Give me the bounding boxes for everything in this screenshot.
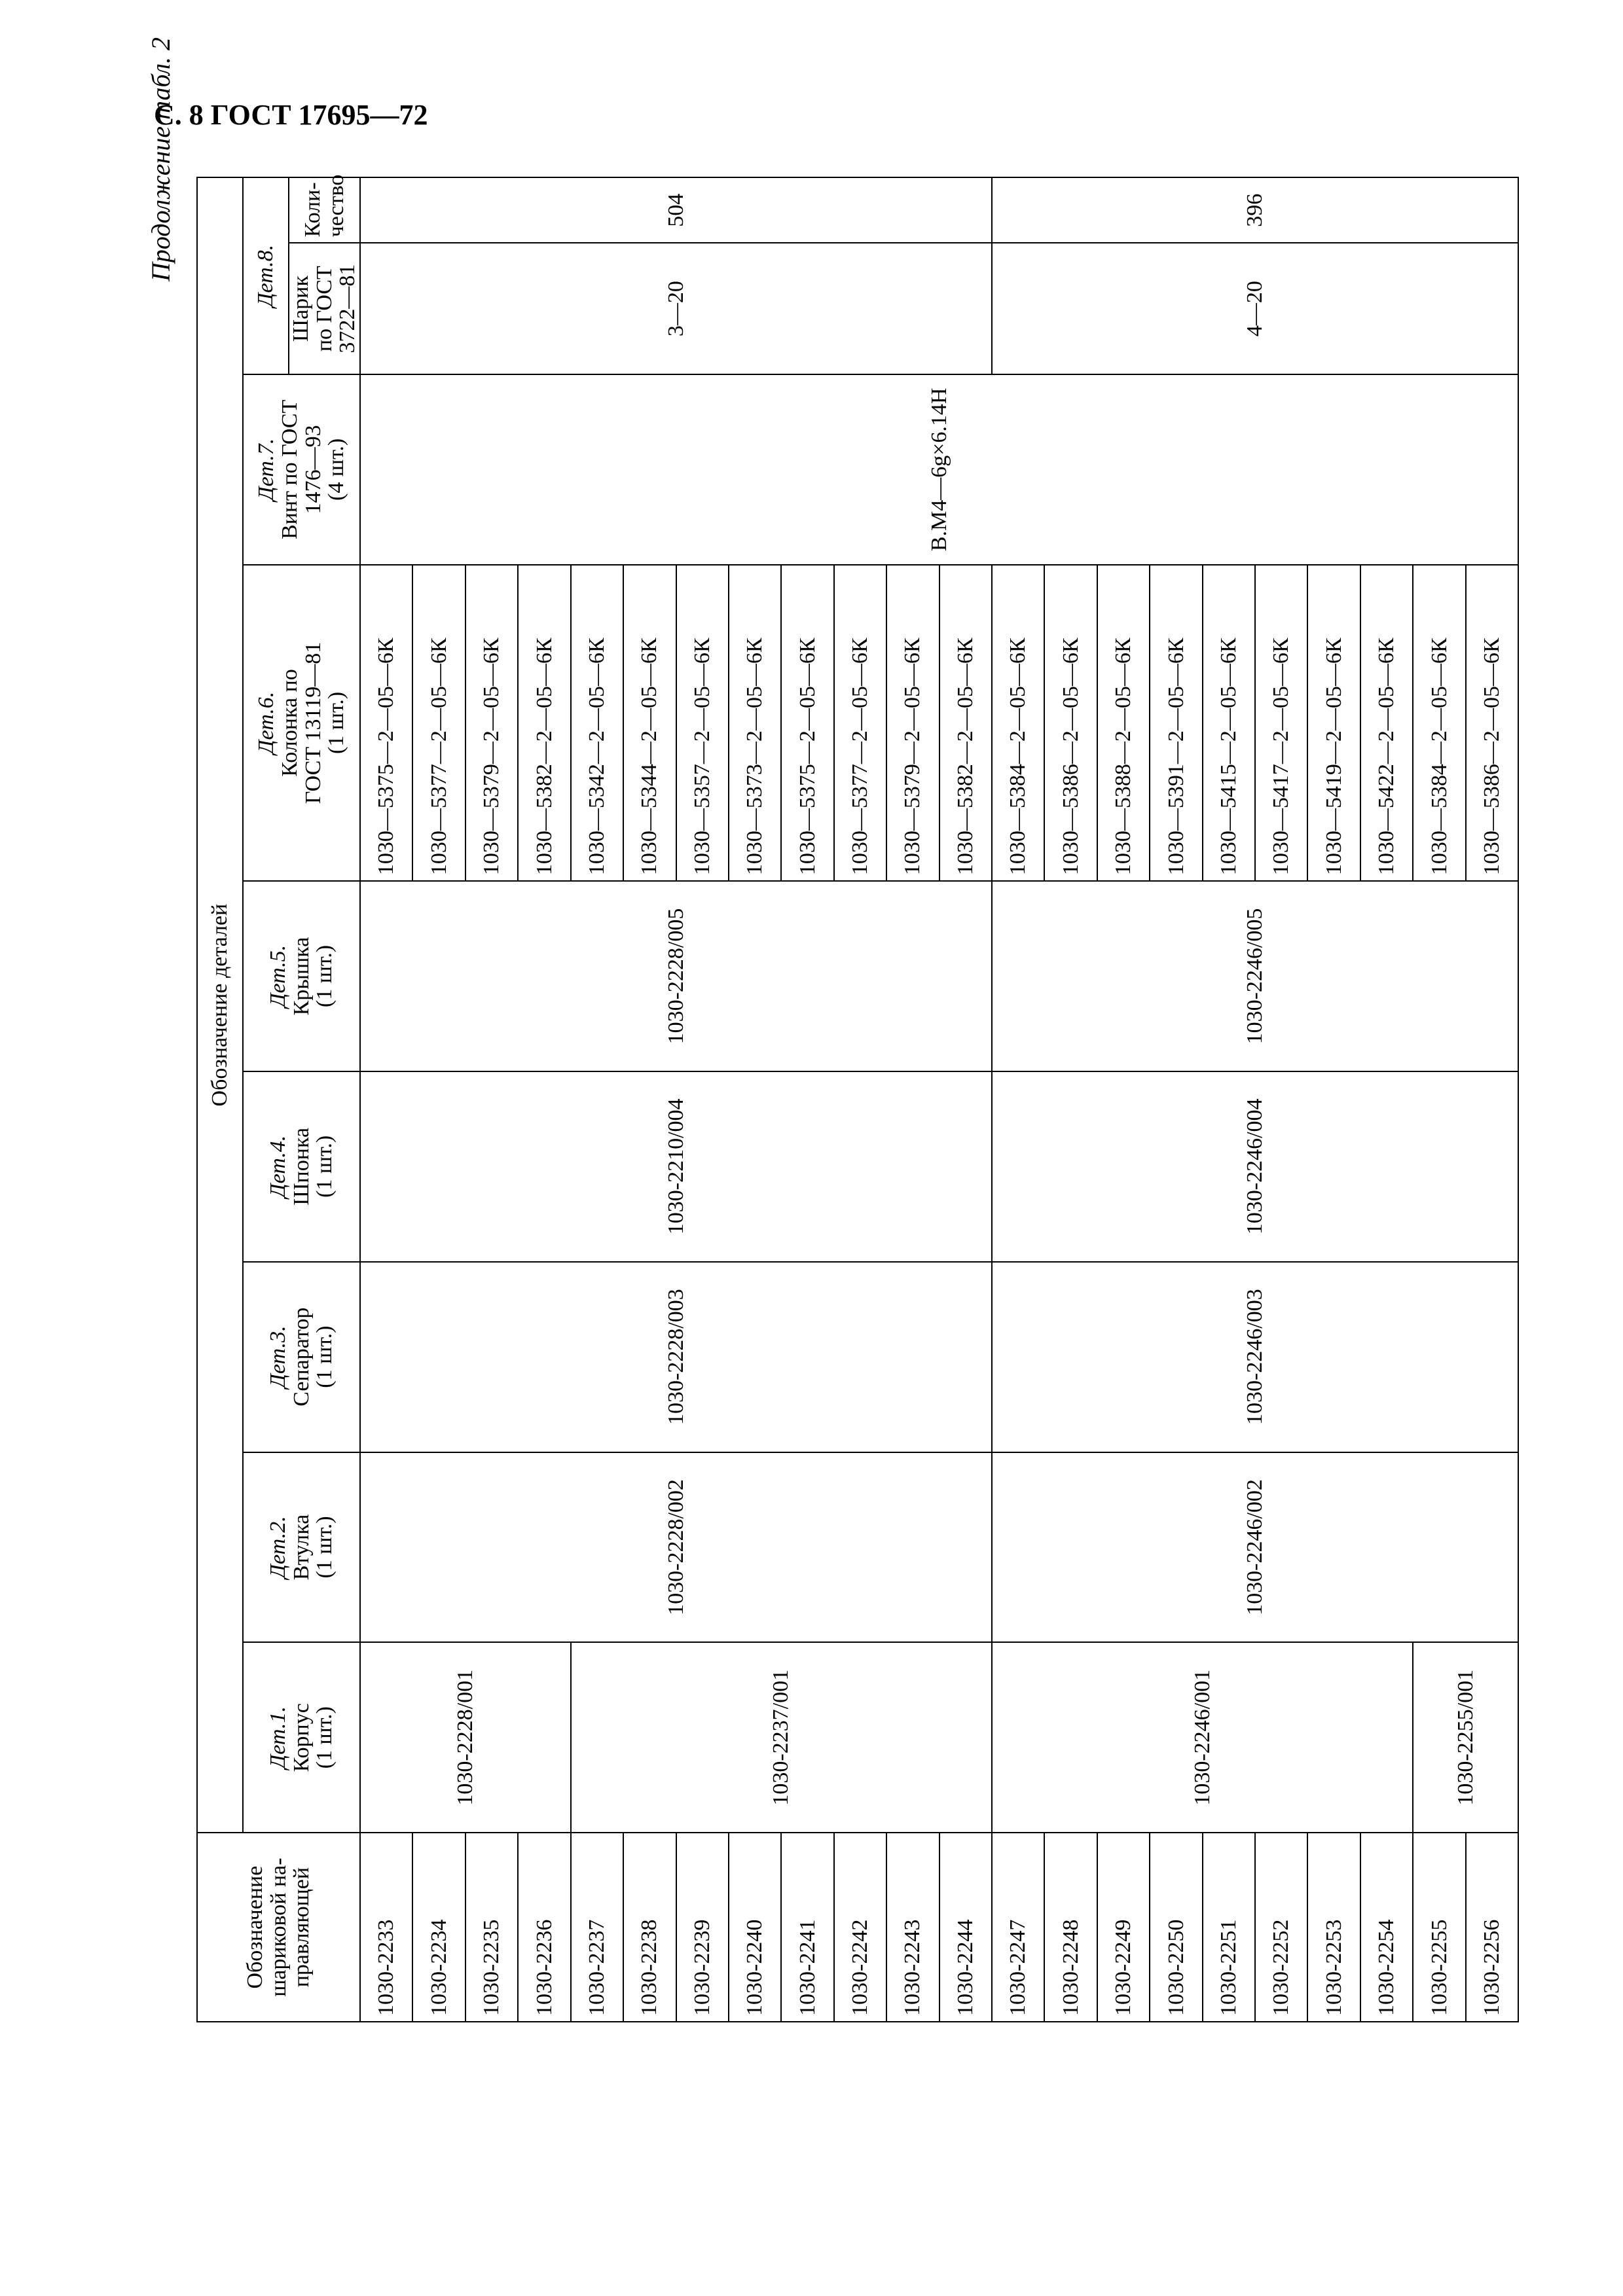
det8-ball-cell: 3—20 bbox=[360, 243, 992, 374]
det6-cell: 1030—5391—2—05—6К bbox=[1150, 565, 1202, 881]
det6-cell: 1030—5375—2—05—6К bbox=[781, 565, 833, 881]
det6-cell: 1030—5386—2—05—6К bbox=[1466, 565, 1518, 881]
det6-cell: 1030—5386—2—05—6К bbox=[1044, 565, 1097, 881]
header-det8-qty: Коли- чество bbox=[289, 177, 360, 243]
designation-cell: 1030-2244 bbox=[939, 1833, 992, 2022]
designation-cell: 1030-2240 bbox=[729, 1833, 781, 2022]
header-det7: Дет.7. Винт по ГОСТ 1476—93 (4 шт.) bbox=[243, 374, 360, 565]
designation-cell: 1030-2241 bbox=[781, 1833, 833, 2022]
designation-cell: 1030-2233 bbox=[360, 1833, 412, 2022]
designation-cell: 1030-2248 bbox=[1044, 1833, 1097, 2022]
det8-ball-cell: 4—20 bbox=[992, 243, 1518, 374]
det6-cell: 1030—5373—2—05—6К bbox=[729, 565, 781, 881]
det1-cell: 1030-2246/001 bbox=[992, 1642, 1413, 1833]
header-det2: Дет.2. Втулка (1 шт.) bbox=[243, 1452, 360, 1643]
det4-cell: 1030-2246/004 bbox=[992, 1071, 1518, 1262]
det6-cell: 1030—5382—2—05—6К bbox=[939, 565, 992, 881]
det6-cell: 1030—5419—2—05—6К bbox=[1307, 565, 1360, 881]
designation-cell: 1030-2237 bbox=[571, 1833, 623, 2022]
det1-cell: 1030-2228/001 bbox=[360, 1642, 571, 1833]
header-row-2 bbox=[243, 177, 289, 2022]
det6-cell: 1030—5377—2—05—6К bbox=[834, 565, 886, 881]
det3-cell: 1030-2246/003 bbox=[992, 1262, 1518, 1452]
designation-cell: 1030-2250 bbox=[1150, 1833, 1202, 2022]
header-det1: Дет.1. Корпус (1 шт.) bbox=[243, 1642, 360, 1833]
det1-cell: 1030-2237/001 bbox=[571, 1642, 992, 1833]
designation-cell: 1030-2238 bbox=[623, 1833, 676, 2022]
header-det3: Дет.3. Сепаратор (1 шт.) bbox=[243, 1262, 360, 1452]
designation-cell: 1030-2236 bbox=[518, 1833, 570, 2022]
header-det8-ball: Шарик по ГОСТ 3722—81 bbox=[289, 243, 360, 374]
det6-cell: 1030—5377—2—05—6К bbox=[412, 565, 465, 881]
designation-cell: 1030-2242 bbox=[834, 1833, 886, 2022]
details-table bbox=[196, 174, 1519, 2022]
designation-cell: 1030-2251 bbox=[1203, 1833, 1255, 2022]
det6-cell: 1030—5384—2—05—6К bbox=[992, 565, 1044, 881]
det6-cell: 1030—5342—2—05—6К bbox=[571, 565, 623, 881]
det6-cell: 1030—5417—2—05—6К bbox=[1255, 565, 1307, 881]
page-header: С. 8 ГОСТ 17695—72 bbox=[154, 99, 428, 131]
det5-cell: 1030-2246/005 bbox=[992, 881, 1518, 1071]
header-det6: Дет.6. Колонка по ГОСТ 13119—81 (1 шт.) bbox=[243, 565, 360, 881]
det6-cell: 1030—5344—2—05—6К bbox=[623, 565, 676, 881]
det6-cell: 1030—5382—2—05—6К bbox=[518, 565, 570, 881]
det2-cell: 1030-2228/002 bbox=[360, 1452, 992, 1643]
designation-cell: 1030-2253 bbox=[1307, 1833, 1360, 2022]
det6-cell: 1030—5415—2—05—6К bbox=[1203, 565, 1255, 881]
designation-cell: 1030-2252 bbox=[1255, 1833, 1307, 2022]
det5-cell: 1030-2228/005 bbox=[360, 881, 992, 1071]
det7-cell: В.М4—6g×6.14Н bbox=[360, 374, 1518, 565]
header-det4: Дет.4. Шпонка (1 шт.) bbox=[243, 1071, 360, 1262]
det3-cell: 1030-2228/003 bbox=[360, 1262, 992, 1452]
designation-cell: 1030-2243 bbox=[886, 1833, 939, 2022]
det6-cell: 1030—5384—2—05—6К bbox=[1413, 565, 1465, 881]
header-group-details: Обозначение деталей bbox=[197, 177, 243, 1833]
det6-cell: 1030—5357—2—05—6К bbox=[676, 565, 729, 881]
det6-cell: 1030—5388—2—05—6К bbox=[1097, 565, 1150, 881]
designation-cell: 1030-2249 bbox=[1097, 1833, 1150, 2022]
det8-qty-cell: 396 bbox=[992, 177, 1518, 243]
header-det8: Дет.8. bbox=[243, 177, 289, 374]
det8-qty-cell: 504 bbox=[360, 177, 992, 243]
det6-cell: 1030—5379—2—05—6К bbox=[465, 565, 518, 881]
continuation-label: Продолжение табл. 2 bbox=[146, 37, 175, 281]
designation-cell: 1030-2235 bbox=[465, 1833, 518, 2022]
det6-cell: 1030—5422—2—05—6К bbox=[1360, 565, 1413, 881]
designation-cell: 1030-2239 bbox=[676, 1833, 729, 2022]
designation-cell: 1030-2234 bbox=[412, 1833, 465, 2022]
designation-cell: 1030-2256 bbox=[1466, 1833, 1518, 2022]
det2-cell: 1030-2246/002 bbox=[992, 1452, 1518, 1643]
designation-cell: 1030-2247 bbox=[992, 1833, 1044, 2022]
rotated-table-container bbox=[196, 174, 1519, 2022]
table-row bbox=[360, 177, 412, 2022]
designation-cell: 1030-2255 bbox=[1413, 1833, 1465, 2022]
header-row-1 bbox=[197, 177, 243, 2022]
header-det5: Дет.5. Крышка (1 шт.) bbox=[243, 881, 360, 1071]
det6-cell: 1030—5375—2—05—6К bbox=[360, 565, 412, 881]
header-designation: Обозначение шариковой на- правляющей bbox=[197, 1833, 360, 2022]
det6-cell: 1030—5379—2—05—6К bbox=[886, 565, 939, 881]
designation-cell: 1030-2254 bbox=[1360, 1833, 1413, 2022]
det4-cell: 1030-2210/004 bbox=[360, 1071, 992, 1262]
det1-cell: 1030-2255/001 bbox=[1413, 1642, 1518, 1833]
